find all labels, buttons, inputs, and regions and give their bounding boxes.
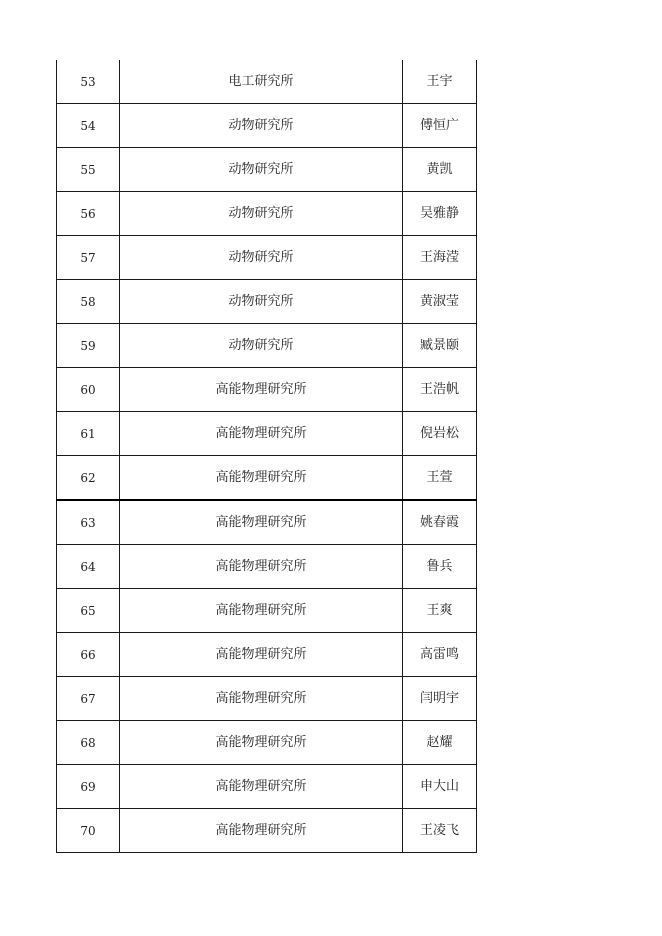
row-number: 60: [57, 368, 120, 412]
table-row: [57, 589, 477, 633]
table-row: [57, 545, 477, 589]
row-number: 69: [57, 765, 120, 809]
row-number: 68: [57, 721, 120, 765]
person-name-cell: 王爽: [403, 589, 477, 633]
table-row: [57, 368, 477, 412]
table-row: [57, 677, 477, 721]
institute-cell: 动物研究所: [120, 280, 403, 324]
row-number: 55: [57, 148, 120, 192]
institute-cell: 高能物理研究所: [120, 589, 403, 633]
table-row: [57, 809, 477, 853]
row-number: 65: [57, 589, 120, 633]
person-name-cell: 傅恒广: [403, 104, 477, 148]
table-row: [57, 456, 477, 501]
person-name-cell: 王凌飞: [403, 809, 477, 853]
table-row: [57, 60, 477, 104]
person-name-cell: 王海滢: [403, 236, 477, 280]
institute-cell: 高能物理研究所: [120, 545, 403, 589]
table-row: [57, 236, 477, 280]
table-row: [57, 412, 477, 456]
institute-cell: 高能物理研究所: [120, 368, 403, 412]
institute-cell: 高能物理研究所: [120, 677, 403, 721]
person-name-cell: 臧景颐: [403, 324, 477, 368]
row-number: 54: [57, 104, 120, 148]
table-row: [57, 765, 477, 809]
institute-cell: 高能物理研究所: [120, 412, 403, 456]
person-name-cell: 姚春霞: [403, 500, 477, 545]
row-number: 61: [57, 412, 120, 456]
table-row: [57, 324, 477, 368]
table-row: [57, 104, 477, 148]
institute-cell: 动物研究所: [120, 148, 403, 192]
row-number: 64: [57, 545, 120, 589]
table-row: [57, 633, 477, 677]
row-number: 57: [57, 236, 120, 280]
institute-cell: 高能物理研究所: [120, 721, 403, 765]
row-number: 59: [57, 324, 120, 368]
institute-cell: 动物研究所: [120, 192, 403, 236]
institute-cell: 高能物理研究所: [120, 765, 403, 809]
row-number: 62: [57, 456, 120, 501]
table-row: [57, 148, 477, 192]
table-row: [57, 192, 477, 236]
person-name-cell: 鲁兵: [403, 545, 477, 589]
institute-cell: 动物研究所: [120, 324, 403, 368]
person-name-cell: 倪岩松: [403, 412, 477, 456]
roster-table-body: [57, 60, 477, 853]
person-name-cell: 黄淑莹: [403, 280, 477, 324]
institute-cell: 高能物理研究所: [120, 500, 403, 545]
person-name-cell: 赵耀: [403, 721, 477, 765]
table-row: [57, 500, 477, 545]
row-number: 56: [57, 192, 120, 236]
person-name-cell: 王宇: [403, 60, 477, 104]
row-number: 66: [57, 633, 120, 677]
person-name-cell: 申大山: [403, 765, 477, 809]
person-name-cell: 王浩帆: [403, 368, 477, 412]
row-number: 70: [57, 809, 120, 853]
institute-cell: 电工研究所: [120, 60, 403, 104]
person-name-cell: 闫明宇: [403, 677, 477, 721]
institute-cell: 高能物理研究所: [120, 456, 403, 501]
institute-cell: 动物研究所: [120, 104, 403, 148]
person-name-cell: 王萱: [403, 456, 477, 501]
row-number: 53: [57, 60, 120, 104]
person-name-cell: 黄凯: [403, 148, 477, 192]
roster-table: [56, 60, 477, 853]
row-number: 67: [57, 677, 120, 721]
institute-cell: 动物研究所: [120, 236, 403, 280]
institute-cell: 高能物理研究所: [120, 633, 403, 677]
row-number: 63: [57, 500, 120, 545]
person-name-cell: 高雷鸣: [403, 633, 477, 677]
institute-cell: 高能物理研究所: [120, 809, 403, 853]
row-number: 58: [57, 280, 120, 324]
table-row: [57, 280, 477, 324]
table-row: [57, 721, 477, 765]
person-name-cell: 吴雅静: [403, 192, 477, 236]
